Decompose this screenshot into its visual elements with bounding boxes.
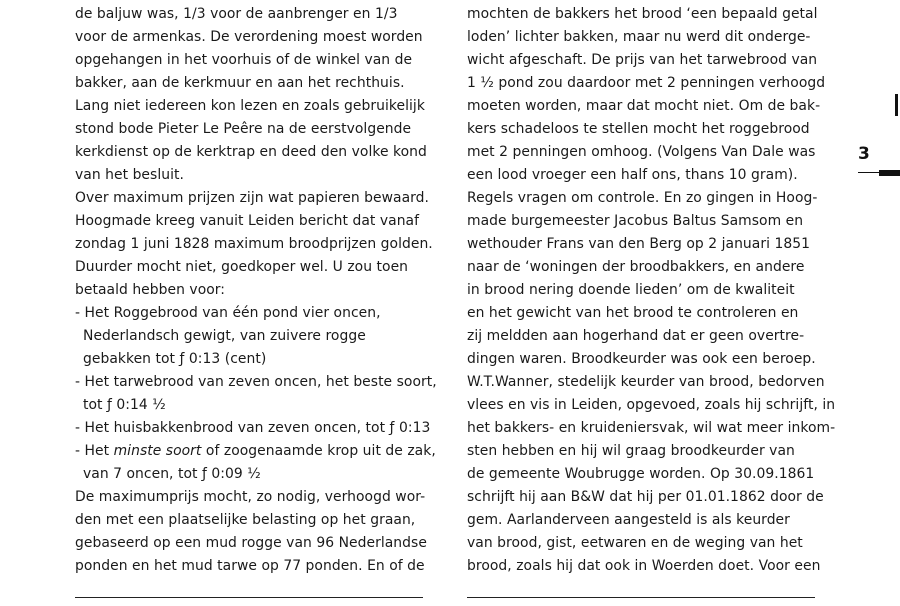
text-line: Over maximum prijzen zijn wat papieren bewaard. <box>75 190 430 206</box>
text-line: van het besluit. <box>75 167 184 183</box>
list-item-line: - Het tarwebrood van zeven oncen, het beste soort, <box>75 374 437 390</box>
text-run: - Het <box>75 443 114 459</box>
text-line: loden’ lichter bakken, maar nu werd dit onderge- <box>467 29 811 45</box>
text-line: W.T.Wanner, stedelijk keurder van brood, bedorven <box>467 374 825 390</box>
text-line: de gemeente Woubrugge worden. Op 30.09.1861 <box>467 466 815 482</box>
text-line: Lang niet iedereen kon lezen en zoals gebruikelijk <box>75 98 425 114</box>
text-line: opgehangen in het voorhuis of de winkel van de <box>75 52 413 68</box>
text-line: van brood, gist, eetwaren en de weging van het <box>467 535 803 551</box>
text-line: Hoogmade kreeg vanuit Leiden bericht dat vanaf <box>75 213 420 229</box>
text-line: en het gewicht van het brood te controleren en <box>467 305 799 321</box>
text-line: voor de armenkas. De verordening moest worden <box>75 29 423 45</box>
text-line: ponden en het mud tarwe op 77 ponden. En of de <box>75 558 425 574</box>
text-line: de baljuw was, 1/3 voor de aanbrenger en 1/3 <box>75 6 398 22</box>
text-line: betaald hebben voor: <box>75 282 226 298</box>
text-line: moeten worden, maar dat mocht niet. Om de bak- <box>467 98 821 114</box>
text-line: kerkdienst op de kerktrap en deed den volke kond <box>75 144 427 160</box>
text-line: gebaseerd op een mud rogge van 96 Nederlandse <box>75 535 427 551</box>
footer-rule-left <box>75 597 423 598</box>
text-run: of zoogenaamde krop uit de zak, <box>201 443 436 459</box>
text-line: met 2 penningen omhoog. (Volgens Van Dale was <box>467 144 816 160</box>
list-item-line: - Het huisbakkenbrood van zeven oncen, tot ƒ 0:13 <box>75 420 431 436</box>
text-line: 1 ½ pond zou daardoor met 2 penningen verhoogd <box>467 75 826 91</box>
text-line: schrijft hij aan B&W dat hij per 01.01.1862 door de <box>467 489 824 505</box>
text-line: stond bode Pieter Le Peêre na de eerstvolgende <box>75 121 412 137</box>
text-line: made burgemeester Jacobus Baltus Samsom en <box>467 213 804 229</box>
list-item-line: gebakken tot ƒ 0:13 (cent) <box>83 351 267 367</box>
text-line: De maximumprijs mocht, zo nodig, verhoogd wor- <box>75 489 426 505</box>
list-item-line: - Het Roggebrood van één pond vier oncen, <box>75 305 381 321</box>
text-line: brood, zoals hij dat ook in Woerden doet. Voor een <box>467 558 821 574</box>
text-line: bakker, aan de kerkmuur en aan het rechthuis. <box>75 75 405 91</box>
text-line: wethouder Frans van den Berg op 2 januari 1851 <box>467 236 811 252</box>
text-line: gem. Aarlanderveen aangesteld is als keurder <box>467 512 790 528</box>
text-line: naar de ‘woningen der broodbakkers, en andere <box>467 259 805 275</box>
text-line: vlees en vis in Leiden, opgevoed, zoals hij schrijft, in <box>467 397 836 413</box>
list-item-line <box>75 440 435 463</box>
text-line: wicht afgeschaft. De prijs van het tarwebrood van <box>467 52 818 68</box>
text-line: kers schadeloos te stellen mocht het roggebrood <box>467 121 810 137</box>
text-line: dingen waren. Broodkeurder was ook een beroep. <box>467 351 816 367</box>
italic-text-run: minste soort <box>113 443 202 459</box>
page-number: 3 <box>858 144 870 164</box>
text-line: zondag 1 juni 1828 maximum broodprijzen golden. <box>75 236 433 252</box>
text-line: het bakkers- en kruideniersvak, wil wat meer inkom- <box>467 420 836 436</box>
text-line: een lood vroeger een half ons, thans 10 gram). <box>467 167 798 183</box>
margin-marker <box>895 94 898 116</box>
list-item-line: tot ƒ 0:14 ½ <box>83 397 166 413</box>
text-line: zij meldden aan hogerhand dat er geen overtre- <box>467 328 805 344</box>
text-line: Duurder mocht niet, goedkoper wel. U zou toen <box>75 259 409 275</box>
text-line: sten hebben en hij wil graag broodkeurder van <box>467 443 795 459</box>
footer-rule-right <box>467 597 815 598</box>
text-line: in brood nering doende lieden’ om de kwaliteit <box>467 282 795 298</box>
text-line: Regels vragen om controle. En zo gingen in Hoog- <box>467 190 818 206</box>
right-text-column <box>467 3 836 578</box>
page-tab-marker <box>879 170 900 176</box>
text-line: den met een plaatselijke belasting op het graan, <box>75 512 416 528</box>
list-item-line: Nederlandsch gewigt, van zuivere rogge <box>83 328 366 344</box>
list-item-line: van 7 oncen, tot ƒ 0:09 ½ <box>83 466 261 482</box>
text-line: mochten de bakkers het brood ‘een bepaald getal <box>467 6 818 22</box>
left-text-column <box>75 3 435 578</box>
